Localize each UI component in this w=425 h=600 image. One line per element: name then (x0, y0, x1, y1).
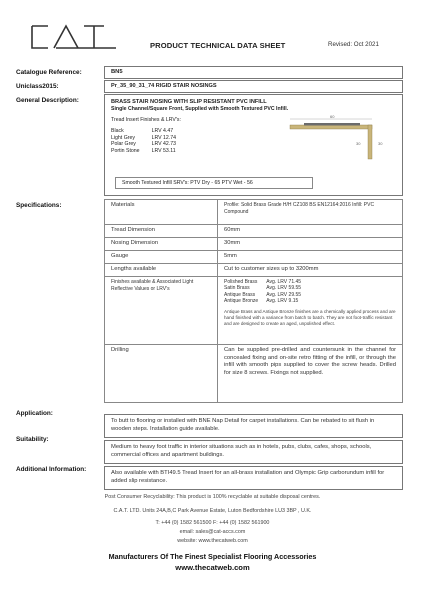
catalogue-label: Catalogue Reference: (16, 69, 82, 76)
brass-finishes-table (224, 279, 309, 304)
specifications-table (104, 199, 403, 403)
table-row: Nosing Dimension 30mm (105, 238, 403, 251)
desc-title: BRASS STAIR NOSING WITH SLIP RESISTANT PVC INFILL (111, 99, 267, 105)
specifications-label: Specifications: (16, 202, 62, 209)
table-row: Finishes available & Associated Light Reflective Values or LRV's Polished Brass Avg. LRV 71.45 Satin Brass Avg. LRV 59.55 Antique Brass Avg. LRV 29.55 Antique Bronze Avg. LRV 9.15 Antique Brass and Antique Bronze finishes are a chemically applied process and are hand finished with a variance from batch to batch. They are not foot-traffic resistant and are designed to create an aged, unpolished effect. (105, 277, 403, 345)
brass-nosing (368, 125, 372, 159)
catalogue-value: BN5 (104, 66, 403, 79)
application-value: To butt to flooring or installed with BNE Nap Detail for carpet installations. Can be rebated to sit flush in wooden steps. Installation guide available. (104, 414, 403, 438)
application-label: Application: (16, 410, 53, 417)
company-website: website: www.thecatweb.com (177, 538, 248, 544)
desc-finishes-heading: Tread Insert Finishes & LRV's: (111, 117, 181, 123)
table-row: Drilling Can be supplied pre-drilled and countersunk in the channel for concealed fixing and on-site retro fitting of the infill, or through the infill with smooth pips supplied to cover the screw heads. Drilled for size 8 screws. Fixings not supplied. (105, 345, 403, 403)
dim-tread: 60 (330, 115, 335, 119)
dim-nosing: 30 (356, 141, 361, 146)
page-title: PRODUCT TECHNICAL DATA SHEET (150, 41, 286, 50)
srv-values: Smooth Textured Infill SRV's: PTV Dry - 65 PTV Wet - 56 (115, 177, 313, 189)
table-row: Gauge 5mm (105, 251, 403, 264)
finishes-note: Antique Brass and Antique Bronze finishes are a chemically applied process and are hand finished with a variance from batch to batch. They are not foot-traffic resistant and are designed to create an aged, unpolished effect. (224, 309, 396, 326)
table-row: Materials Profile: Solid Brass Grade H/H CZ108 BS EN12164:2016 Infill: PVC Compound (105, 200, 403, 225)
brass-tread (290, 125, 372, 129)
list-item: Polar Grey LRV 42.73 (111, 141, 176, 147)
list-item: Light Grey LRV 12.74 (111, 134, 176, 141)
company-address: C.A.T. LTD. Units 24A,B,C Park Avenue Estate, Luton Bedfordshire LU3 3BP , U.K. (113, 508, 312, 514)
company-phone: T: +44 (0) 1582 561500 F: +44 (0) 1582 561900 (155, 520, 270, 526)
suitability-value: Medium to heavy foot traffic in interior situations such as in hotels, pubs, clubs, cafes, shops, schools, commercial offices and apartment buildings. (104, 440, 403, 464)
uniclass-label: Uniclass2015: (16, 83, 59, 90)
recyclability-note: Post Consumer Recyclability: This product is 100% recyclable at suitable disposal centres. (104, 494, 321, 500)
table-row: Lengths available Cut to customer sizes up to 3200mm (105, 264, 403, 277)
pvc-infill (304, 123, 360, 126)
nosing-profile-drawing (280, 115, 390, 163)
list-item: Portin Stone LRV 53.11 (111, 147, 176, 154)
suitability-label: Suitability: (16, 436, 49, 443)
list-item: Black LRV 4.47 (111, 128, 174, 134)
list-item: Antique Brass Avg. LRV 29.55 (224, 291, 302, 298)
footer-url: www.thecatweb.com (175, 563, 250, 572)
revised-date: Revised: Oct 2021 (328, 41, 379, 48)
general-description (104, 94, 403, 196)
additional-label: Additional Information: (16, 466, 87, 473)
list-item: Satin Brass Avg. LRV 59.55 (224, 285, 302, 292)
table-row: Tread Dimension 60mm (105, 225, 403, 238)
uniclass-value: Pr_35_90_31_74 RIGID STAIR NOSINGS (104, 80, 403, 93)
insert-finishes-table (111, 128, 188, 154)
additional-value: Also available with BTI49.5 Tread Insert for an all-brass installation and Olympic Grip carborundum infill for added slip resistance. (104, 466, 403, 490)
company-email: email: sales@cat-accs.com (179, 529, 246, 535)
footer-tagline: Manufacturers Of The Finest Specialist Flooring Accessories (108, 552, 317, 561)
desc-subtitle: Single Channel/Square Front, Supplied with Smooth Textured PVC Infill. (111, 106, 289, 112)
cat-logo (30, 24, 118, 50)
general-label: General Description: (16, 97, 79, 104)
list-item: Polished Brass Avg. LRV 71.45 (224, 279, 302, 285)
list-item: Antique Bronze Avg. LRV 9.15 (224, 297, 299, 304)
dim-height: 30 (378, 141, 383, 146)
